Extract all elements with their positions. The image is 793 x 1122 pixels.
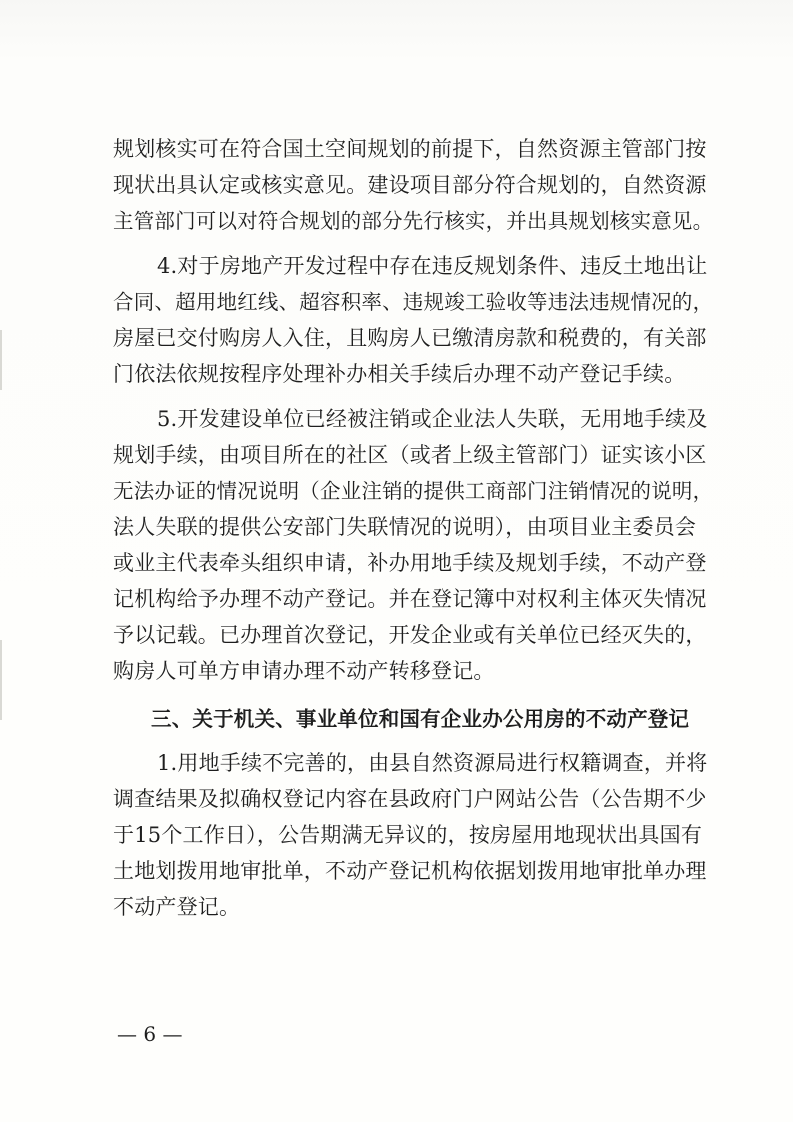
scan-edge-mark bbox=[0, 330, 2, 390]
text-line: 5.开发建设单位已经被注销或企业法人失联，无用地手续及 bbox=[157, 407, 708, 431]
text-line: 房屋已交付购房人入住，且购房人已缴清房款和税费的，有关部 bbox=[113, 326, 707, 350]
text-line: 记机构给予办理不动产登记。并在登记簿中对权利主体灭失情况 bbox=[113, 587, 707, 611]
text-line: 4.对于房地产开发过程中存在违反规划条件、违反土地出让 bbox=[157, 254, 708, 278]
text-line: 规划核实可在符合国土空间规划的前提下，自然资源主管部门按 bbox=[113, 137, 707, 161]
text-line: 于15个工作日），公告期满无异议的，按房屋用地现状出具国有 bbox=[113, 823, 703, 847]
text-line: 现状出具认定或核实意见。建设项目部分符合规划的，自然资源 bbox=[113, 173, 707, 197]
text-line: 规划手续，由项目所在的社区（或者上级主管部门）证实该小区 bbox=[113, 443, 707, 467]
text-line: 法人失联的提供公安部门失联情况的说明），由项目业主委员会 bbox=[113, 515, 697, 539]
text-line: 不动产登记。 bbox=[113, 895, 241, 919]
text-line: 合同、超用地红线、超容积率、违规竣工验收等违法违规情况的， bbox=[113, 290, 714, 314]
section-heading: 三、关于机关、事业单位和国有企业办公用房的不动产登记 bbox=[151, 707, 690, 731]
scan-edge-mark bbox=[0, 640, 2, 720]
page-number: — 6 — bbox=[117, 1022, 183, 1046]
text-line: 1.用地手续不完善的，由县自然资源局进行权籍调查，并将 bbox=[157, 751, 708, 775]
text-line: 或业主代表牵头组织申请，补办用地手续及规划手续，不动产登 bbox=[113, 551, 707, 575]
text-line: 门依法依规按程序处理补办相关手续后办理不动产登记手续。 bbox=[113, 362, 686, 386]
text-line: 无法办证的情况说明（企业注销的提供工商部门注销情况的说明， bbox=[113, 479, 714, 503]
text-line: 购房人可单方申请办理不动产转移登记。 bbox=[113, 659, 495, 683]
text-line: 主管部门可以对符合规划的部分先行核实，并出具规划核实意见。 bbox=[113, 209, 714, 233]
text-line: 调查结果及拟确权登记内容在县政府门户网站公告（公告期不少 bbox=[113, 787, 707, 811]
text-line: 土地划拨用地审批单，不动产登记机构依据划拨用地审批单办理 bbox=[113, 859, 707, 883]
text-line: 予以记载。已办理首次登记，开发企业或有关单位已经灭失的， bbox=[113, 623, 707, 647]
